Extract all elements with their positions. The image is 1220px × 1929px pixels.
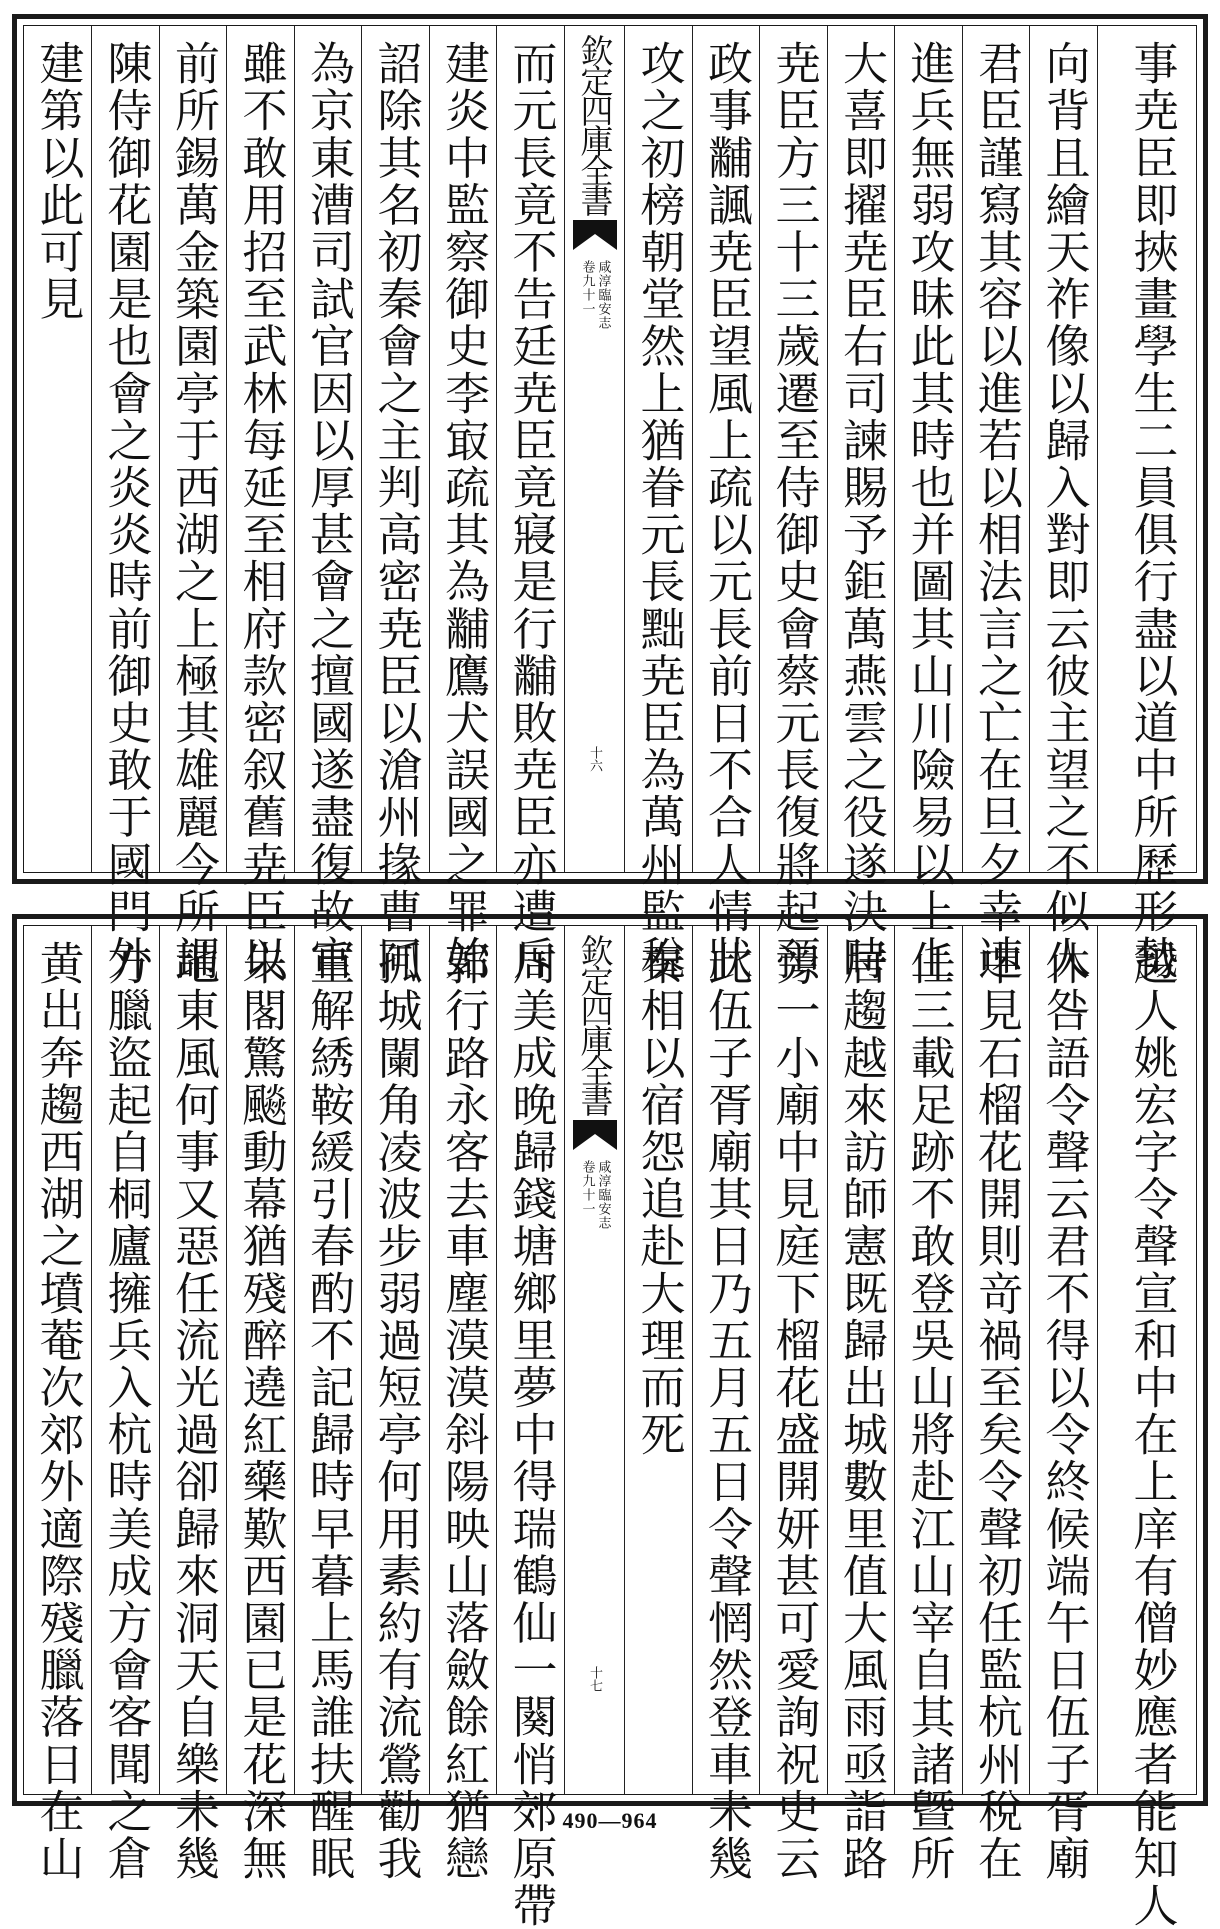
column-text: 為京東漕司試官因以厚甚會之擅國遂盡復故官	[302, 40, 355, 982]
text-column	[429, 26, 496, 982]
book-name: 咸淳臨安志	[595, 1160, 611, 1230]
chapter-name: 卷九十一	[579, 260, 595, 316]
folio-number: 十六	[587, 746, 602, 772]
book-series-title: 欽定四庫全書	[575, 934, 615, 1114]
chapter-name: 卷九十一	[579, 1160, 595, 1216]
text-column	[624, 926, 692, 1794]
text-column	[159, 26, 226, 982]
text-column	[1029, 26, 1097, 982]
text-column	[624, 26, 692, 982]
text-column	[91, 26, 159, 982]
text-column	[759, 26, 827, 982]
column-text: 尭臣方三十三歲遷至侍御史會蔡元長復將起預	[767, 40, 821, 982]
text-column	[496, 926, 564, 1929]
column-text: 而元長竟不告廷尭臣竟寢是行黼敗尭臣亦遭斥	[504, 40, 558, 982]
column-text: 前所錫萬金築園亭于西湖之上極其雄麗今所謂	[167, 40, 220, 982]
fishtail-mark-icon	[573, 220, 617, 250]
page-top	[12, 14, 1208, 982]
book-series-title: 欽定四庫全書	[575, 34, 615, 214]
column-text: 中見石榴花開則竒禍至矣令聲初任監杭州稅在	[970, 940, 1023, 1882]
column-text: 越人姚宏字令聲宣和中在上庠有僧妙應者能知人	[1125, 940, 1179, 1929]
text-column	[226, 926, 294, 1882]
text-column	[759, 926, 827, 1882]
column-text: 雖不敢用招至武林每延至相府款密叙舊尭臣以	[234, 40, 288, 982]
column-text: 郭行路永客去車塵漠漠斜陽映山落斂餘紅猶戀	[437, 940, 490, 1882]
text-column	[361, 26, 429, 982]
text-column	[91, 926, 159, 1882]
column-text: 大喜即擢尭臣右司諫賜予鉅萬燕雲之役遂決時	[835, 40, 888, 982]
column-text: 任三載足跡不敢登吳山將赴江山宰自其諸曁所	[902, 940, 956, 1882]
column-text: 向背且繪天祚像以歸入對即云彼主望之不似人	[1037, 40, 1091, 982]
column-text: 重解綉鞍緩引春酌不記歸時早暮上馬誰扶醒眠	[302, 940, 355, 1882]
center-margin	[564, 26, 624, 872]
page-top-inner-frame	[23, 25, 1197, 982]
column-text: 事尭臣即挾畫學生二員俱行盡以道中所歷形勢	[1125, 40, 1179, 982]
text-column	[692, 926, 759, 1882]
text-column	[962, 926, 1029, 1882]
book-info	[580, 1160, 610, 1230]
book-name: 咸淳臨安志	[595, 260, 611, 330]
center-margin	[564, 926, 624, 1794]
column-text: 攻之初榜朝堂然上猶眷元長黜尭臣為萬州監稅	[632, 40, 686, 982]
column-text: 朱閣驚飈動幕猶殘醉遶紅藥歎西園已是花深無	[234, 940, 288, 1882]
column-text: 旁一小廟中見庭下榴花盛開妍甚可愛詢祝史云	[767, 940, 821, 1882]
column-text: 進兵無弱攻昧此其時也并圖其山川險易以上上	[902, 40, 956, 982]
text-column	[361, 926, 429, 1882]
column-text: 政事黼諷尭臣望風上疏以元長前日不合人情狀	[700, 40, 753, 982]
text-column	[894, 926, 962, 1882]
folio-number: 十七	[587, 1666, 602, 1692]
column-text: 居趨越來訪師憲既歸出城數里值大風雨亟詣路	[835, 940, 888, 1882]
text-column	[827, 926, 894, 1882]
column-text: 方臘盜起自桐廬擁兵入杭時美成方會客聞之倉	[99, 940, 153, 1882]
column-text: 建第以此可見	[31, 40, 85, 323]
text-column	[1097, 926, 1205, 1929]
text-column	[294, 26, 361, 982]
column-text: 建炎中監察御史李㝡疏其為黼鷹犬誤國之罪始	[437, 40, 490, 982]
page-number: 490—964	[562, 1808, 658, 1833]
column-text: 休咎語令聲云君不得以令終候端午日伍子胥廟	[1037, 940, 1091, 1882]
text-column	[1097, 26, 1205, 982]
text-column	[827, 26, 894, 982]
text-column	[692, 26, 759, 982]
text-column	[894, 26, 962, 982]
text-column	[294, 926, 361, 1882]
text-column	[962, 26, 1029, 982]
column-text: 此伍子胥廟其日乃五月五日令聲惘然登車未幾	[700, 940, 753, 1882]
column-text: 黄出奔趨西湖之墳菴次郊外適際殘臘落日在山	[31, 940, 85, 1882]
column-text: 地東風何事又惡任流光過卻歸來洞天自樂未幾	[167, 940, 220, 1882]
text-column	[429, 926, 496, 1882]
column-text: 詔除其名初秦會之主判高密尭臣以滄州掾曹同	[369, 40, 423, 982]
fishtail-mark-icon	[573, 1120, 617, 1150]
text-column	[159, 926, 226, 1882]
book-info	[580, 260, 610, 330]
column-text: 孤城闌角凌波步弱過短亭何用素約有流鶯勸我	[369, 940, 423, 1882]
column-text: 秦相以宿怨追赴大理而死	[632, 940, 686, 1459]
column-text: 陳侍御花園是也會之炎炎時前御史敢于國門外	[99, 40, 153, 982]
text-column	[496, 26, 564, 982]
text-column	[1029, 926, 1097, 1882]
column-text: 周美成晚歸錢塘鄉里夢中得瑞鶴仙一闋悄郊原帶	[504, 940, 558, 1929]
text-column	[24, 926, 91, 1882]
column-text: 君臣謹寫其容以進若以相法言之亡在旦夕幸速	[970, 40, 1023, 982]
text-column	[24, 26, 91, 872]
text-column	[226, 26, 294, 982]
